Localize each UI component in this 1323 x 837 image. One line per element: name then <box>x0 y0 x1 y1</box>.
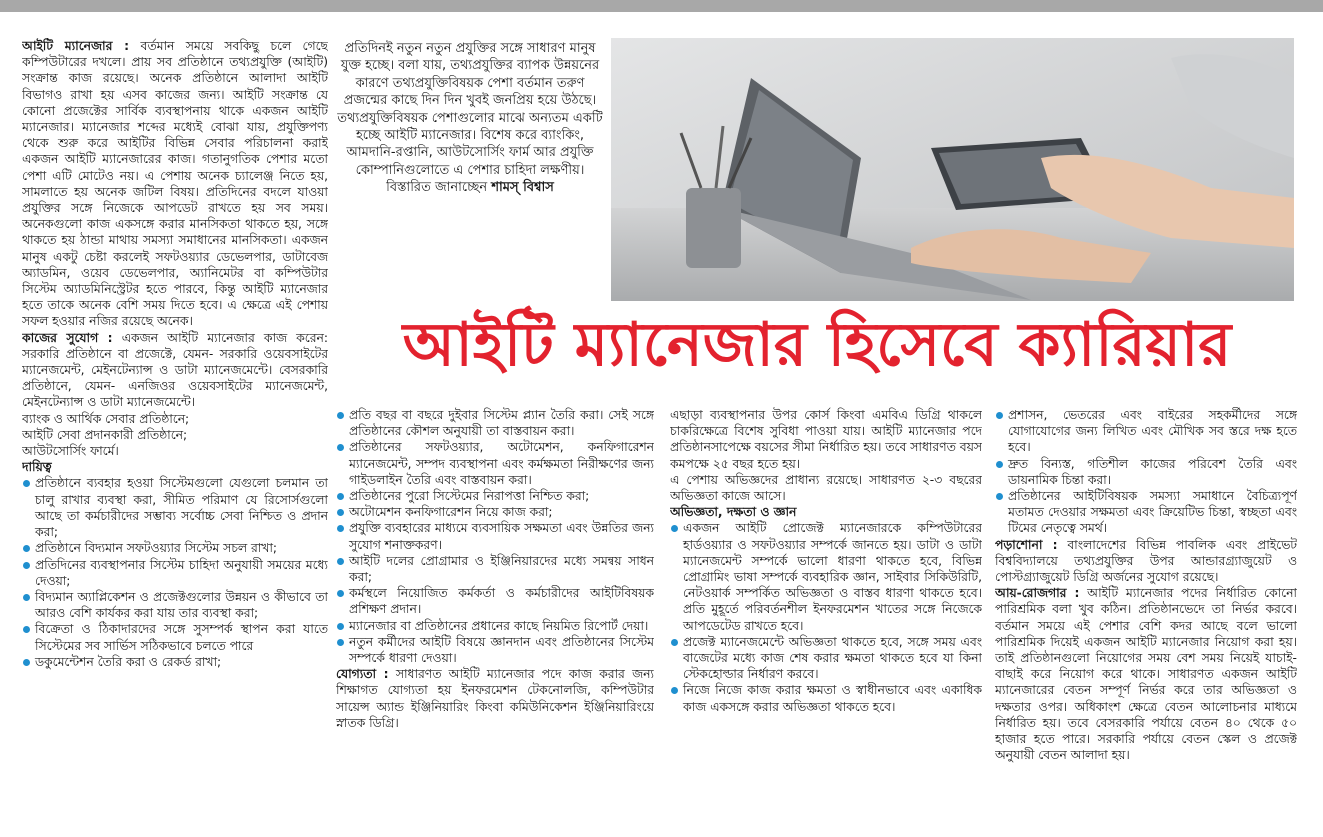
jobs-label: কাজের সুযোগ : <box>22 330 113 345</box>
list-item: প্রতিদিনের ব্যবস্থাপনার সিস্টেম চাহিদা অনুযায়ী সময়ের মধ্যে দেওয়া; <box>22 557 328 589</box>
study-text: বাংলাদেশের বিভিন্ন পাবলিক এবং প্রাইভেট বিশ্ববিদ্যালয়ে তথ্যপ্রযুক্তির উপর আন্ডারগ্র্যাজুয়েট ও পোস্টগ্র্যাজুয়েট ডিগ্রি অর্জনের সুযোগ রয়েছে। <box>995 537 1297 585</box>
list-item: প্রযুক্তি ব্যবহারের মাধ্যমে ব্যবসায়িক সক্ষমতা এবং উন্নতির জন্য সুযোগ শনাক্তকরণ। <box>336 520 654 552</box>
list-item: ম্যানেজার বা প্রতিষ্ঠানের প্রধানের কাছে নিয়মিত রিপোর্ট দেয়া। <box>336 618 654 634</box>
list-item: নিজে নিজে কাজ করার ক্ষমতা ও স্বাধীনভাবে এবং একাধিক কাজ একসঙ্গে করার অভিজ্ঞতা থাকতে হবে। <box>670 682 982 714</box>
lead-text: বর্তমান সময়ে সবকিছু চলে গেছে কম্পিউটারের দখলে। প্রায় সব প্রতিষ্ঠানে তথ্যপ্রযুক্তি (আইটি) সংক্রান্ত কাজ রয়েছে। অনেক প্রতিষ্ঠানে আলাদা আইটি বিভাগও রাখা হয় এসব কাজের জন্য। আইটি সংক্রান্ত যে কোনো প্রজেক্টের সার্বিক ব্যবস্থাপনায় থাকে একজন আইটি ম্যানেজার। ম্যানেজার শব্দের মধ্যেই বোঝা যায়, প্রযুক্তিপণ্য থেকে শুরু করে আইটির বিভিন্ন সেবার পরিচালনা করাই একজন আইটি ম্যানেজারের কাজ। গতানুগতিক পেশার মতো পেশা এটি মোটেও নয়। এ পেশায় অনেক চ্যালেঞ্জ নিতে হয়, সামলাতে হয় অনেক জটিল বিষয়। প্রতিদিনের বদলে যাওয়া প্রযুক্তির সঙ্গে নিজেকে আপডেট রাখতে হয় সব সময়। অনেকগুলো কাজ একসঙ্গে করার মানসিকতা থাকতে হয়, সঙ্গে থাকতে হয় ঠান্ডা মাথায় সমস্যা সমাধানের মানসিকতা। একজন মানুষ একটু চেষ্টা করলেই সফটওয়্যার ডেভেলপার, ডাটাবেজ অ্যাডমিন, ওয়েব ডেভেলপার, অ্যানিমেটর বা কম্পিউটার সিস্টেম অ্যাডমিনিস্ট্রেটর হতে পারবে, কিন্তু আইটি ম্যানেজার হতে তাকে অনেক বেশি সময় দিতে হবে। এ ক্ষেত্রে এই পেশায় সফল হওয়ার নজির রয়েছে অনেক। <box>22 39 328 329</box>
mba-paragraph: এছাড়া ব্যবস্থাপনার উপর কোর্স কিংবা এমবিএ ডিগ্রি থাকলে চাকরিক্ষেত্রে বিশেষ সুবিধা পাওয়া যায়। আইটি ম্যানেজার পদে প্রতিষ্ঠানসাপেক্ষে বয়সের সীমা নির্ধারিত হয়। তবে সাধারণত বয়স কমপক্ষে ২৫ বছর হতে হয়। <box>670 408 982 471</box>
income-paragraph <box>995 585 1297 763</box>
jobs-line: আইটি সেবা প্রদানকারী প্রতিষ্ঠানে; <box>22 427 188 442</box>
list-item: একজন আইটি প্রোজেক্ট ম্যানেজারকে কম্পিউটারের হার্ডওয়্যার ও সফটওয়্যার সম্পর্কে জানতে হয়। ডাটা ও ডাটা ম্যানেজমেন্ট সম্পর্কে ভালো ধারণা থাকতে হবে, বিভিন্ন প্রোগ্রামিং ভাষা সম্পর্কে ব্যবহারিক জ্ঞান, সাইবার সিকিউরিটি, নেটওয়ার্ক সম্পর্কিত অভিজ্ঞতা ও বাস্তব ধারণা থাকতে হবে। প্রতি মুহূর্তে পরিবর্তনশীল ইনফরমেশন খাতের সঙ্গে নিজেকে আপডেটেড রাখতে হবে। <box>670 520 982 633</box>
income-text: আইটি ম্যানেজার পদের নির্ধারিত কোনো পারিশ্রমিক বলা খুব কঠিন। প্রতিষ্ঠানভেদে তা নির্ভর করবে। বর্তমান সময়ে এই পেশার বেশি কদর আছে বলে ভালো পারিশ্রমিক দিয়েই একজন আইটি ম্যানেজার নিয়োগ করা হয়। তাই প্রতিষ্ঠানগুলো নিয়োগের সময় বেশ সময় নিয়েই যাচাই-বাছাই করে নিয়োগ করে থাকে। সাধারণত একজন আইটি ম্যানেজারের বেতন সম্পূর্ণ নির্ভর করে তার অভিজ্ঞতা ও দক্ষতার ওপর। অধিকাংশ ক্ষেত্রে বেতন আলোচনার মাধ্যমে নির্ধারিত হয়। তবে বেসরকারি পর্যায়ে বেতন ৪০ থেকে ৫০ হাজার হতে পারে। সরকারি পর্যায়ে বেতন স্কেল ও প্রজেক্ট অনুযায়ী বেতন আলাদা হয়। <box>995 586 1297 763</box>
list-item: প্রতিষ্ঠানের পুরো সিস্টেমের নিরাপত্তা নিশ্চিত করা; <box>336 488 654 504</box>
skills-list-continued <box>995 407 1297 537</box>
study-paragraph <box>995 537 1297 586</box>
photo-illustration <box>611 38 1294 301</box>
top-bar <box>0 0 1323 12</box>
list-item: বিদ্যমান অ্যাপ্লিকেশন ও প্রজেক্টগুলোর উন্নয়ন ও কীভাবে তা আরও বেশি কার্যকর করা যায় তার ব্যবস্থা করা; <box>22 589 328 621</box>
jobs-text: একজন আইটি ম্যানেজার কাজ করেন: সরকারি প্রতিষ্ঠানে বা প্রজেক্টে, যেমন- সরকারি ওয়েবসাইটের ম্যানেজমেন্ট, মেইনটেন্যান্স ও ডাটা ম্যানেজমেন্টে। বেসরকারি প্রতিষ্ঠানে, যেমন- এনজিওর ওয়েবসাইটের ম্যানেজমেন্ট, মেইনটেন্যান্স ও ডাটা ম্যানেজমেন্টে। <box>22 330 328 410</box>
header-photo <box>611 38 1294 301</box>
study-label: পড়াশোনা : <box>995 537 1058 552</box>
jobs-paragraph <box>22 330 328 411</box>
duties-list-continued <box>336 407 654 666</box>
qualification-paragraph <box>336 666 654 731</box>
list-item: প্রশাসন, ভেতরের এবং বাইরের সহকর্মীদের সঙ্গে যোগাযোগের জন্য লিখিত এবং মৌখিক সব স্তরে দক্ষ হতে হবে। <box>995 407 1297 456</box>
list-item: কর্মস্থলে নিয়োজিত কর্মকর্তা ও কর্মচারীদের আইটিবিষয়ক প্রশিক্ষণ প্রদান। <box>336 585 654 617</box>
lead-label: আইটি ম্যানেজার : <box>22 39 130 53</box>
author-name: শামস্ বিশ্বাস <box>491 180 554 196</box>
list-item: আইটি দলের প্রোগ্রামার ও ইঞ্জিনিয়ারদের মধ্যে সমন্বয় সাধন করা; <box>336 553 654 585</box>
list-item: প্রজেক্ট ম্যানেজমেন্টে অভিজ্ঞতা থাকতে হবে, সঙ্গে সময় এবং বাজেটের মধ্যে কাজ শেষ করার ক্ষমতা থাকতে হবে যা কিনা স্টেকহোল্ডার নির্ধারণ করবে। <box>670 634 982 683</box>
list-item: বিক্রেতা ও ঠিকাদারদের সঙ্গে সুসম্পর্ক স্থাপন করা যাতে সিস্টেমের সব সার্ভিস সঠিকভাবে চলতে পারে <box>22 621 328 653</box>
list-item: প্রতিষ্ঠানে ব্যবহার হওয়া সিস্টেমগুলো যেগুলো চলমান তা চালু রাখার ব্যবস্থা করা, সীমিত পরিমাণ যে রিসোর্সগুলো আছে তা কর্মচারীদের সম্ভাব্য সর্বোচ্চ সেবা নিশ্চিত ও প্রদান করা; <box>22 475 328 540</box>
intro-text: প্রতিদিনই নতুন নতুন প্রযুক্তির সঙ্গে সাধারণ মানুষ যুক্ত হচ্ছে। বলা যায়, তথ্যপ্রযুক্তির ব্যাপক উন্নয়নের কারণে তথ্যপ্রযুক্তিবিষয়ক পেশা বর্তমান তরুণ প্রজন্মের কাছে দিন দিন খুবই জনপ্রিয় হয়ে উঠছে। তথ্যপ্রযুক্তিবিষয়ক পেশাগুলোর মাঝে অন্যতম একটি হচ্ছে আইটি ম্যানেজার। বিশেষ করে ব্যাংকিং, আমদানি-রপ্তানি, আউটসোর্সিং ফার্ম আর প্রযুক্তি কোম্পানিগুলোতে এ পেশার চাহিদা লক্ষণীয়। বিস্তারিত জানাচ্ছেন <box>337 41 603 196</box>
jobs-line: ব্যাংক ও আর্থিক সেবার প্রতিষ্ঠানে; <box>22 411 190 426</box>
intro-paragraph <box>336 40 604 197</box>
column-2 <box>336 407 654 835</box>
list-item: অটোমেশন কনফিগারেশন নিয়ে কাজ করা; <box>336 504 654 520</box>
column-3 <box>670 407 982 835</box>
list-item: প্রতিষ্ঠানের আইটিবিষয়ক সমস্যা সমাধানে বৈচিত্র্যপূর্ণ মতামত দেওয়ার সক্ষমতা এবং ক্রিয়েটিভ চিন্তা, স্বচ্ছতা এবং টিমের নেতৃত্বে সমর্থ। <box>995 488 1297 537</box>
skills-list <box>670 520 982 714</box>
duties-heading: দায়িত্ব <box>22 460 52 475</box>
experience-paragraph: এ পেশায় অভিজ্ঞদের প্রাধান্য রয়েছে। সাধারণত ২-৩ বছরের অভিজ্ঞতা কাজে আসে। <box>670 472 982 504</box>
skills-heading: অভিজ্ঞতা, দক্ষতা ও জ্ঞান <box>670 505 797 520</box>
list-item: ডকুমেন্টেশন তৈরি করা ও রেকর্ড রাখা; <box>22 654 328 670</box>
list-item: প্রতিষ্ঠানের সফটওয়্যার, অটোমেশন, কনফিগারেশন ম্যানেজমেন্ট, সম্পদ ব্যবস্থাপনা এবং কর্মক্ষমতা নিরীক্ষণের জন্য গাইডলাইন তৈরি এবং বাস্তবায়ন করা। <box>336 439 654 488</box>
list-item: প্রতিষ্ঠানে বিদ্যমান সফটওয়্যার সিস্টেম সচল রাখা; <box>22 540 328 556</box>
qualification-text: সাধারণত আইটি ম্যানেজার পদে কাজ করার জন্য শিক্ষাগত যোগ্যতা হয় ইনফরমেশন টেকনোলজি, কম্পিউটার সায়েন্স অ্যান্ড ইঞ্জিনিয়ারিং কিংবা কমিউনিকেশন ইঞ্জিনিয়ারিংয়ে স্নাতক ডিগ্রি। <box>336 667 654 730</box>
page-title: আইটি ম্যানেজার হিসেবে ক্যারিয়ার <box>402 310 1232 380</box>
list-item: দ্রুত বিন্যস্ত, গতিশীল কাজের পরিবেশ তৈরি এবং ডায়নামিক চিন্তা করা। <box>995 456 1297 488</box>
list-item: নতুন কর্মীদের আইটি বিষয়ে জ্ঞানদান এবং প্রতিষ্ঠানের সিস্টেম সম্পর্কে ধারণা দেওয়া। <box>336 634 654 666</box>
jobs-line: আউটসোর্সিং ফার্মে। <box>22 444 119 459</box>
income-label: আয়-রোজগার : <box>995 586 1080 601</box>
column-1 <box>22 38 328 834</box>
lead-paragraph <box>22 38 328 330</box>
duties-list <box>22 475 328 669</box>
qualification-label: যোগ্যতা : <box>336 667 389 682</box>
list-item: প্রতি বছর বা বছরে দুইবার সিস্টেম প্ল্যান তৈরি করা। সেই সঙ্গে প্রতিষ্ঠানের কৌশল অনুযায়ী তা বাস্তবায়ন করা। <box>336 407 654 439</box>
column-4 <box>995 407 1297 835</box>
